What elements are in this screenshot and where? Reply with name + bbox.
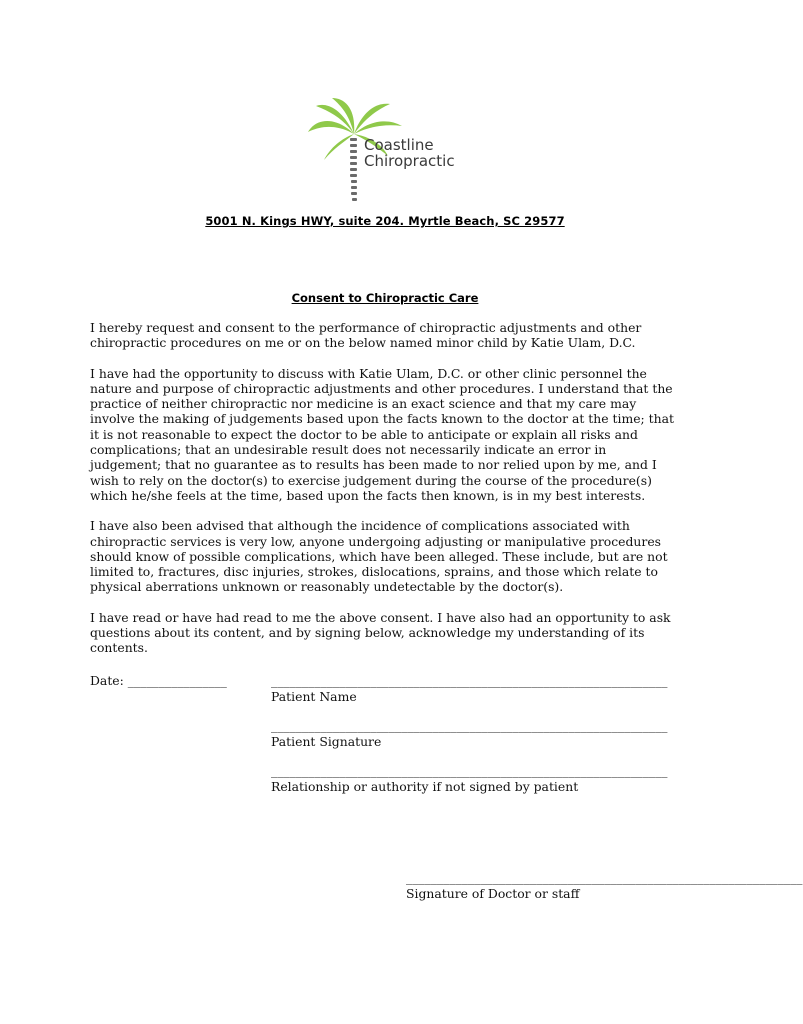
paragraph-1: I hereby request and consent to the performance of chiropractic adjustments and other chiropractic procedures on me or on the below named minor child by Katie Ulam, D.C. <box>90 320 642 351</box>
logo-text-line1: Coastline <box>364 136 434 154</box>
clinic-address: 5001 N. Kings HWY, suite 204. Myrtle Beach, SC 29577 <box>205 214 565 228</box>
relationship-label: Relationship or authority if not signed by patient <box>271 779 579 794</box>
palm-tree-icon <box>306 96 476 212</box>
paragraph-2: I have had the opportunity to discuss with Katie Ulam, D.C. or other clinic personnel the nature and purpose of chiropractic adjustments and other procedures. I understand that the practice of neither chiropractic nor medicine is an exact science and that my care may involve the making of judgements based upon the facts known to the doctor at the time; that it is not reasonable to expect the doctor to be able to anticipate or explain all risks and complications; that an undesirable result does not necessarily indicate an error in judgement; that no guarantee as to results has been made to nor relied upon by me, and I wish to rely on the doctor(s) to exercise judgement during the course of the procedure(s) which he/she feels at the time, based upon the facts then known, is in my best interests. <box>90 365 674 503</box>
document-title: Consent to Chiropractic Care <box>291 291 479 305</box>
signature-line: ________________________________________________________________ <box>271 763 668 778</box>
date-field[interactable]: Date: ________________ <box>90 673 227 688</box>
paragraph-4: I have read or have had read to me the above consent. I have also had an opportunity to ask questions about its content, and by signing below, acknowledge my understanding of its contents. <box>90 609 671 656</box>
patient-name-field[interactable] <box>271 673 675 705</box>
doctor-signature-field[interactable] <box>406 870 803 902</box>
clinic-logo <box>306 96 476 212</box>
signature-line: ________________________________________________________________ <box>271 673 668 688</box>
doctor-signature-label: Signature of Doctor or staff <box>406 886 580 901</box>
paragraph-3: I have also been advised that although the incidence of complications associated with chiropractic services is very low, anyone undergoing adjusting or manipulative procedures should know of possible complications, which have been alleged. These include, but are not limited to, fractures, disc injuries, strokes, dislocations, sprains, and those which relate to physical aberrations unknown or reasonably undetectable by the doctor(s). <box>90 518 668 595</box>
patient-signature-label: Patient Signature <box>271 734 382 749</box>
patient-name-label: Patient Name <box>271 689 357 704</box>
signature-line: ________________________________________________________________ <box>271 718 668 733</box>
patient-signature-field[interactable] <box>271 718 675 750</box>
relationship-field[interactable] <box>271 763 675 795</box>
consent-body <box>90 320 680 671</box>
signature-line: ________________________________________________________________ <box>406 870 803 885</box>
logo-text-line2: Chiropractic <box>364 152 455 170</box>
